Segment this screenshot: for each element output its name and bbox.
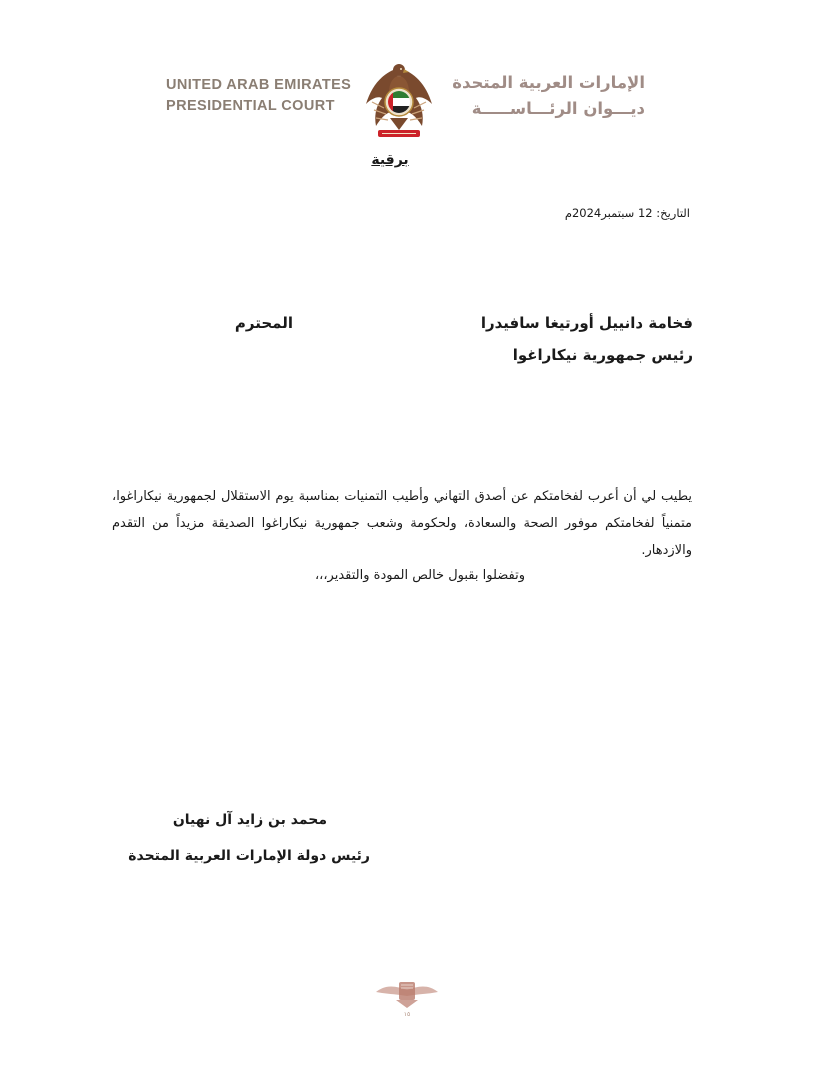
letterhead-arabic-title: الإمارات العربية المتحدة [452,73,645,92]
signatory-title: رئيس دولة الإمارات العربية المتحدة [128,848,370,864]
letterhead-english [166,75,356,117]
addressee-name: فخامة دانييل أورتيغا سافيدرا [480,314,693,332]
letter-body-paragraph: يطيب لي أن أعرب لفخامتكم عن أصدق التهاني وأطيب التمنيات بمناسبة يوم الاستقلال لجمهورية نيكاراغوا، متمنياً لفخامتكم موفور الصحة والسعادة، ولحكومة وشعب جمهورية نيكاراغوا الصديقة مزيداً من التقدم والازدهار. [112,489,692,558]
letter-closing: وتفضلوا بقبول خالص المودة والتقدير،،، [314,568,525,583]
uae-falcon-emblem-icon [360,58,438,144]
addressee-title: رئيس جمهورية نيكاراغوا [512,346,693,364]
footer-crest-icon [374,972,440,1012]
document-type: برقية [371,152,409,168]
footer-page-number: ١٥ [403,1011,411,1018]
letterhead-english-line-1: UNITED ARAB EMIRATES [166,77,352,93]
letterhead-english-line-2: PRESIDENTIAL COURT [166,98,335,114]
letterhead-arabic-subtitle: ديـــوان الرئـــاســـــة [471,99,645,118]
signatory-name: محمد بن زايد آل نهيان [172,812,327,828]
addressee-honorific: المحترم [234,314,293,332]
letter-date: التاريخ: 12 سبتمبر2024م [564,206,690,220]
letterhead-arabic [440,70,645,122]
